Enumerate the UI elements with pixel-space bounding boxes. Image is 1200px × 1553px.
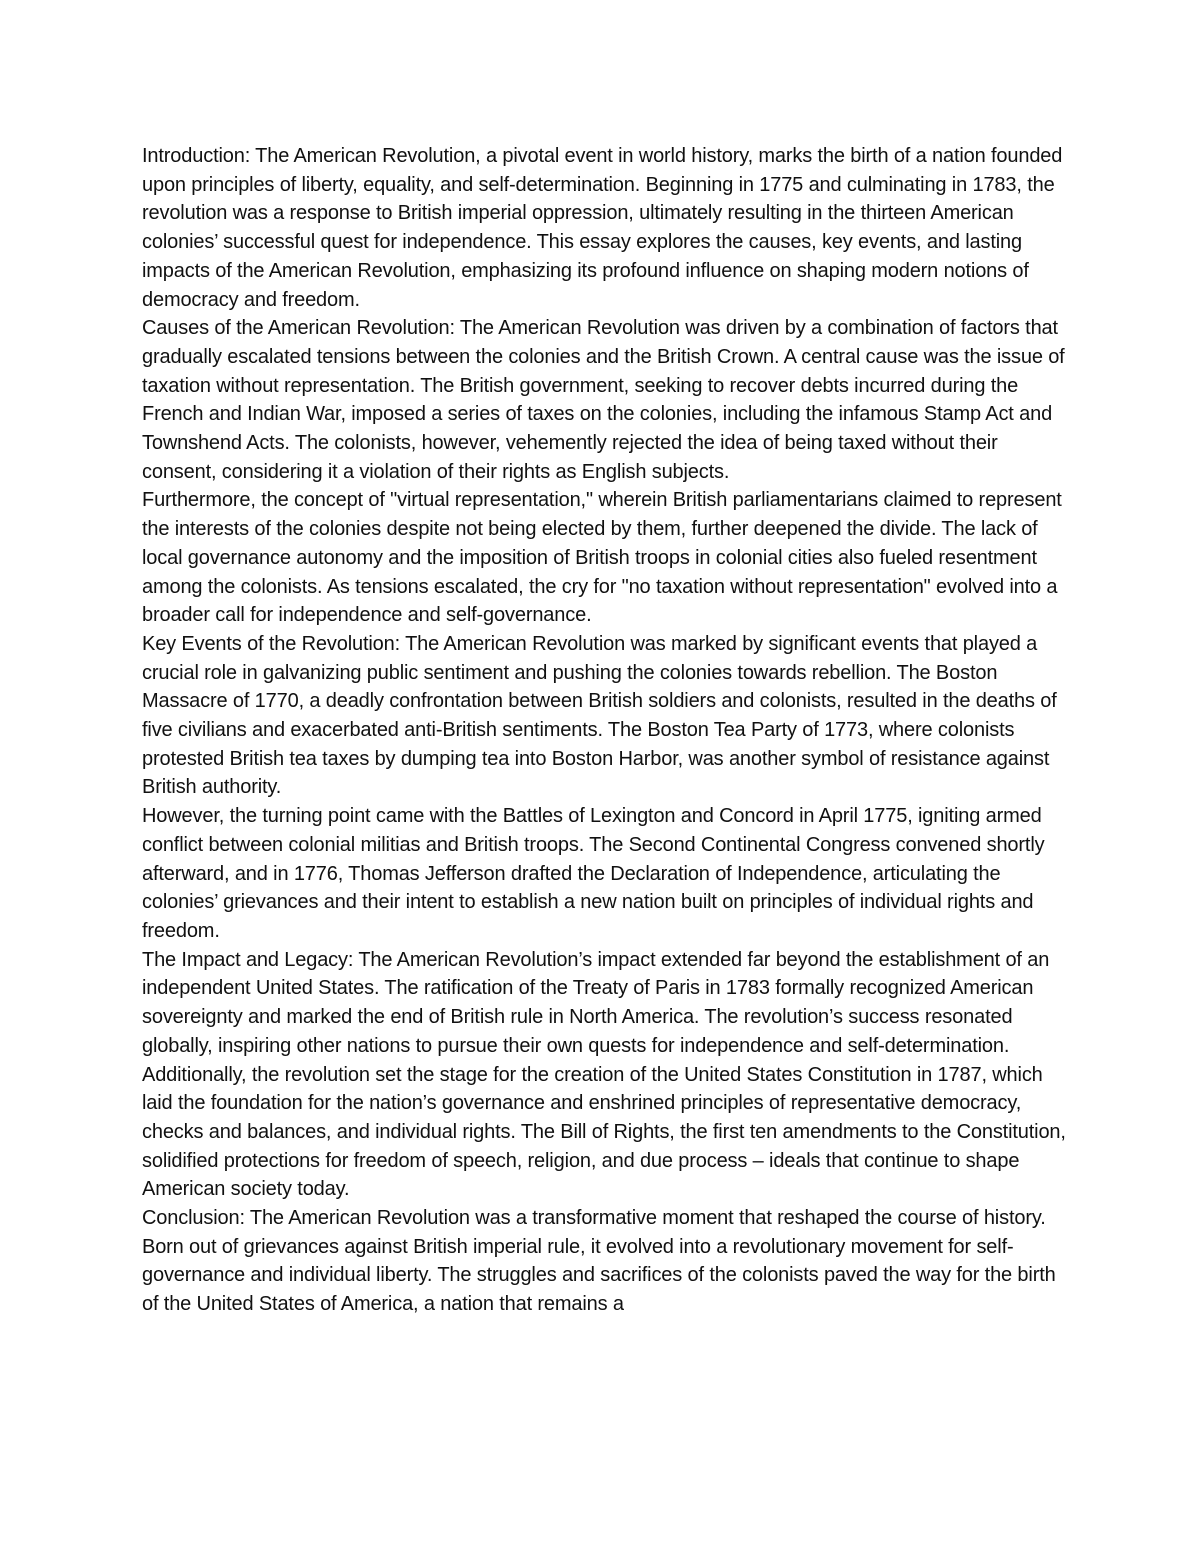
paragraph-causes: Causes of the American Revolution: The American Revolution was driven by a combination of factors that gradually escalated tensions between the colonies and the British Crown. A central cause was the issue of taxation without representation. The British government, seeking to recover debts incurred during the French and Indian War, imposed a series of taxes on the colonies, including the infamous Stamp Act and Townshend Acts. The colonists, however, vehemently rejected the idea of being taxed without their consent, considering it a violation of their rights as English subjects. (142, 317, 1065, 483)
paragraph-turning-point: However, the turning point came with the Battles of Lexington and Concord in April 1775, igniting armed conflict between colonial militias and British troops. The Second Continental Congress convened shortly afterward, and in 1776, Thomas Jefferson drafted the Declaration of Independence, articulating the colonies’ grievances and their intent to establish a new nation built on principles of individual rights and freedom. (142, 805, 1045, 942)
paragraph-key-events: Key Events of the Revolution: The American Revolution was marked by significant events that played a crucial role in galvanizing public sentiment and pushing the colonies towards rebellion. The Boston Massacre of 1770, a deadly confrontation between British soldiers and colonists, resulted in the deaths of five civilians and exacerbated anti-British sentiments. The Boston Tea Party of 1773, where colonists protested British tea taxes by dumping tea into Boston Harbor, was another symbol of resistance against British authority. (142, 632, 1057, 799)
paragraph-conclusion: Conclusion: The American Revolution was a transformative moment that reshaped the course of history. Born out of grievances against British imperial rule, it evolved into a revolutionary movement for self-governance and individual liberty. The struggles and sacrifices of the colonists paved the way for the birth of the United States of America, a nation that remains a (142, 1207, 1056, 1316)
paragraph-constitution: Additionally, the revolution set the stage for the creation of the United States Constitution in 1787, which laid the foundation for the nation’s governance and enshrined principles of representative democracy, checks and balances, and individual rights. The Bill of Rights, the first ten amendments to the Constitution, solidified protections for freedom of speech, religion, and due process – ideals that continue to shape American society today. (142, 1063, 1066, 1201)
paragraph-introduction: Introduction: The American Revolution, a pivotal event in world history, marks the birth of a nation founded upon principles of liberty, equality, and self-determination. Beginning in 1775 and culminating in 1783, the revolution was a response to British imperial oppression, ultimately resulting in the thirteen American colonies’ successful quest for independence. This essay explores the causes, key events, and lasting impacts of the American Revolution, emphasizing its profound influence on shaping modern notions of democracy and freedom. (142, 145, 1063, 311)
essay-body (142, 142, 1072, 1319)
paragraph-virtual-representation: Furthermore, the concept of "virtual representation," wherein British parliamentarians claimed to represent the interests of the colonies despite not being elected by them, further deepened the divide. The lack of local governance autonomy and the imposition of British troops in colonial cities also fueled resentment among the colonists. As tensions escalated, the cry for "no taxation without representation" evolved into a broader call for independence and self-governance. (142, 489, 1062, 627)
paragraph-impact-legacy: The Impact and Legacy: The American Revolution’s impact extended far beyond the establishment of an independent United States. The ratification of the Treaty of Paris in 1783 formally recognized American sovereignty and marked the end of British rule in North America. The revolution’s success resonated globally, inspiring other nations to pursue their own quests for independence and self-determination. (142, 948, 1050, 1057)
